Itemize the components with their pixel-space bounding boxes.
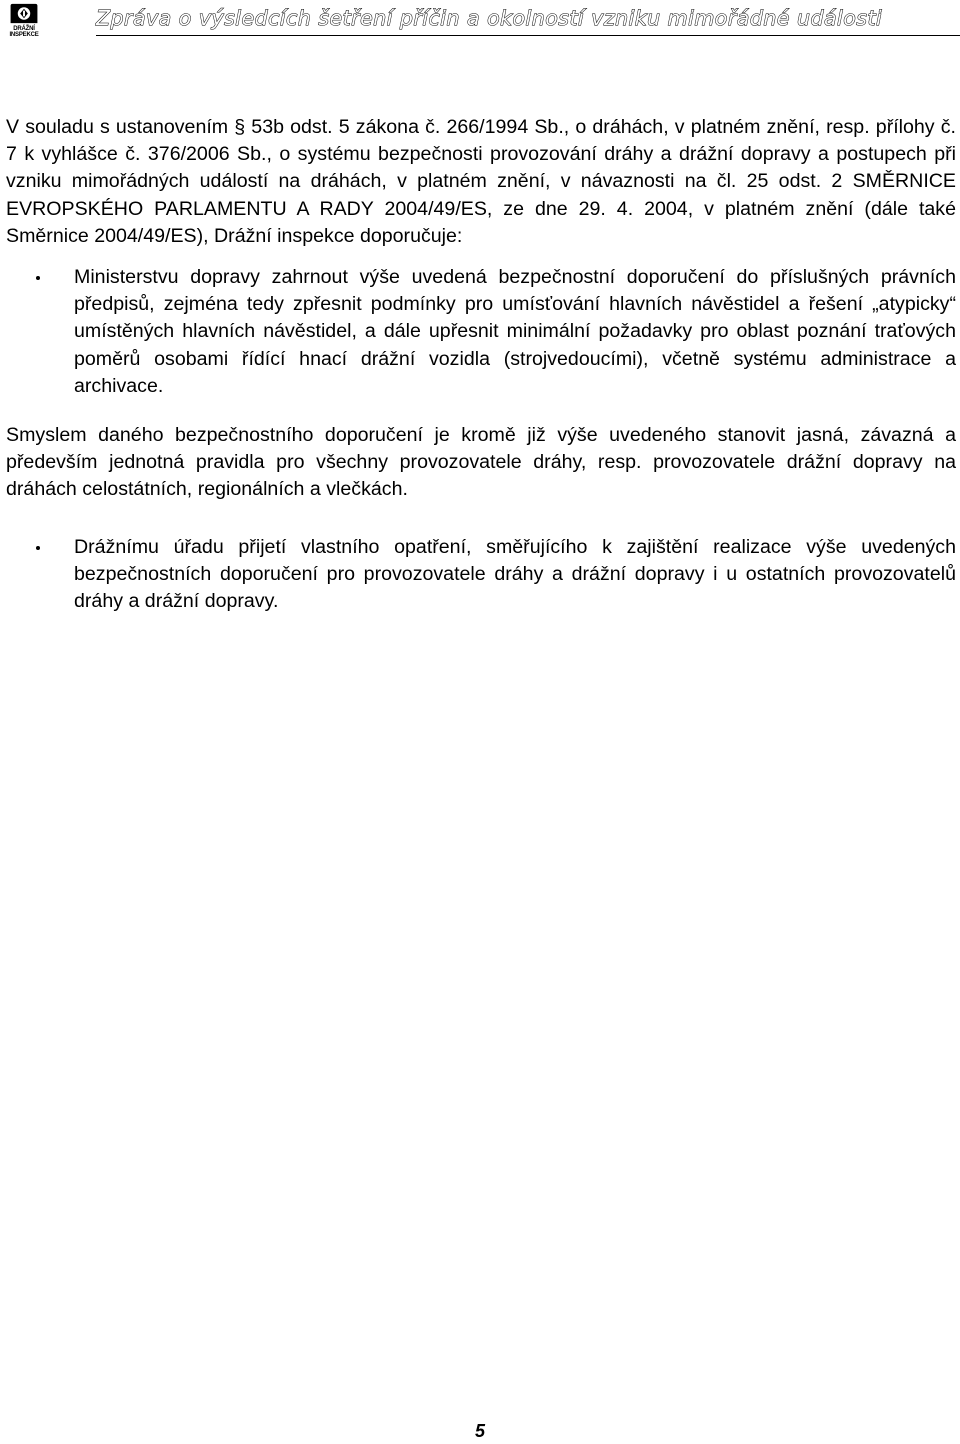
list-item [6, 264, 956, 400]
recommendation-ministry-text: Ministerstvu dopravy zahrnout výše uvedená bezpečnostní doporučení do příslušných právních předpisů, zejména tedy zpřesnit podmínky pro umísťování hlavních návěstidel a řešení „atypicky“ umístěných hlavních návěstidel, a dále upřesnit minimální požadavky pro oblast poznání traťových poměrů osobami řídící hnací drážní vozidla (strojvedoucími), včetně systému administrace a archivace. [74, 266, 956, 397]
purpose-paragraph: Smyslem daného bezpečnostního doporučení je kromě již výše uvedeného stanovit jasná, závazná a především jednotná pravidla pro všechny provozovatele dráhy, resp. provozovatele drážní dopravy na dráhách celostátních, regionálních a vlečkách. [6, 424, 956, 501]
recommendation-list-2 [6, 534, 956, 616]
page-header [0, 0, 960, 42]
drazni-inspekce-logo [2, 2, 46, 38]
document-body [6, 114, 956, 615]
logo-emblem-icon [7, 2, 41, 25]
report-header-title: Zpráva o výsledcích šetření příčin a okolností vzniku mimořádné události [96, 6, 883, 30]
logo-text-line-1: DRÁŽNÍ [13, 26, 35, 32]
list-item [6, 534, 956, 616]
header-divider [96, 35, 960, 36]
logo-text-line-2: INSPEKCE [9, 32, 39, 38]
intro-paragraph: V souladu s ustanovením § 53b odst. 5 zákona č. 266/1994 Sb., o dráhách, v platném znění, resp. přílohy č. 7 k vyhlášce č. 376/2006 Sb., o systému bezpečnosti provozování dráhy a drážní dopravy a postupech při vzniku mimořádných událostí na dráhách, v platném znění, v návaznosti na čl. 25 odst. 2 SMĚRNICE EVROPSKÉHO PARLAMENTU A RADY 2004/49/ES, ze dne 29. 4. 2004, v platném znění (dále také Směrnice 2004/49/ES), Drážní inspekce doporučuje: [6, 116, 956, 247]
bullet-icon [36, 546, 40, 550]
recommendation-list-1 [6, 264, 956, 400]
recommendation-authority-text: Drážnímu úřadu přijetí vlastního opatření, směřujícího k zajištění realizace výše uvedených bezpečnostních doporučení pro provozovatele dráhy a drážní dopravy i u ostatních provozovatelů dráhy a drážní dopravy. [74, 535, 956, 613]
bullet-icon [36, 276, 40, 280]
page-number: 5 [474, 1421, 485, 1441]
